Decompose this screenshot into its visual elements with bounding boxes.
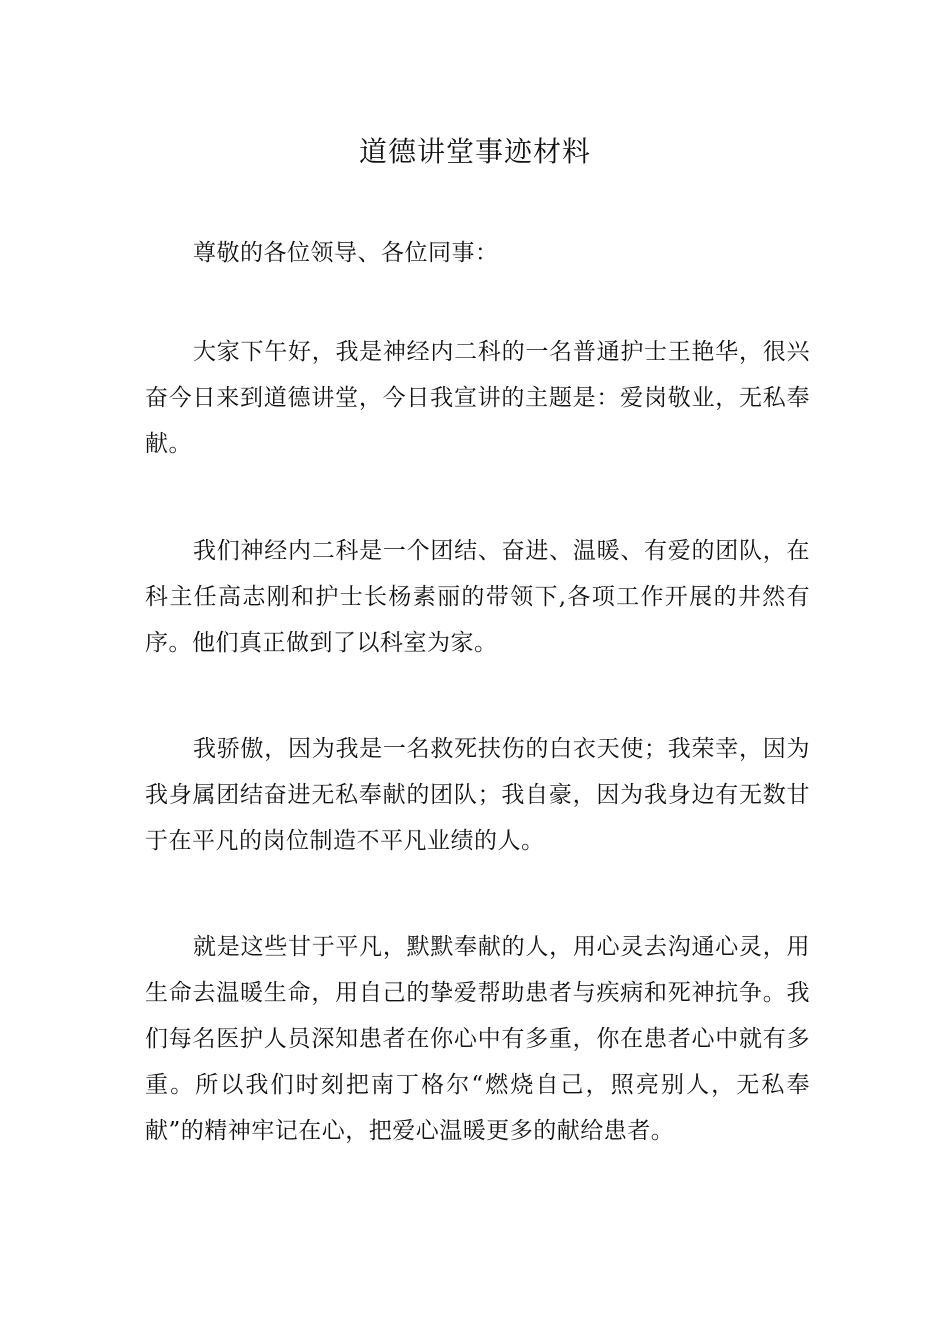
document-title: 道德讲堂事迹材料 [358,135,591,168]
paragraph-1: 大家下午好，我是神经内二科的一名普通护士王艳华，很兴奋今日来到道德讲堂，今日我宣讲的主题是：爱岗敬业，无私奉献。 [145,339,810,457]
paragraph-3: 我骄傲，因为我是一名救死扶伤的白衣天使；我荣幸，因为我身属团结奋进无私奉献的团队；我自豪，因为我身边有无数甘于在平凡的岗位制造不平凡业绩的人。 [145,736,810,854]
paragraph-2: 我们神经内二科是一个团结、奋进、温暖、有爱的团队，在科主任高志刚和护士长杨素丽的带领下,各项工作开展的井然有序。他们真正做到了以科室为家。 [145,538,810,656]
paragraph-4: 就是这些甘于平凡，默默奉献的人，用心灵去沟通心灵，用生命去温暖生命，用自己的挚爱帮助患者与疾病和死神抗争。我们每名医护人员深知患者在你心中有多重，你在患者心中就有多重。所以我们时刻把南丁格尔“燃烧自己，照亮别人，无私奉献”的精神牢记在心，把爱心温暖更多的献给患者。 [145,934,810,1144]
salutation: 尊敬的各位领导、各位同事： [193,240,499,266]
